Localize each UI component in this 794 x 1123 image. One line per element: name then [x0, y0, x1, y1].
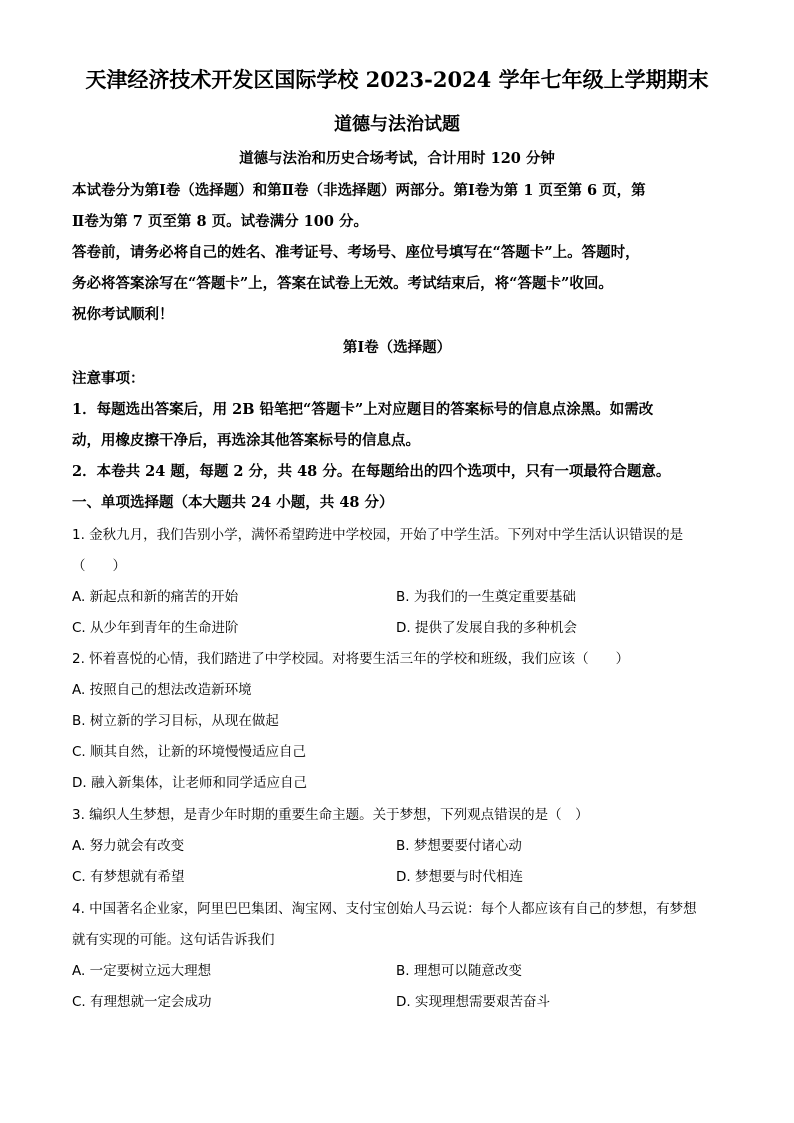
option-d: D. 提供了发展自我的多种机会: [396, 620, 577, 636]
option-d: D. 实现理想需要艰苦奋斗: [396, 994, 550, 1010]
intro-line: Ⅱ卷为第 7 页至第 8 页。试卷满分 100 分。: [72, 213, 368, 230]
option-b: B. 梦想要要付诸心动: [396, 838, 522, 854]
section-heading: 第Ⅰ卷（选择题）: [342, 339, 452, 356]
note-line: 2．本卷共 24 题，每题 2 分，共 48 分。在每题给出的四个选项中，只有一项最符合题意。: [72, 463, 671, 480]
option-d: D. 梦想要与时代相连: [396, 869, 523, 885]
question-stem: 2. 怀着喜悦的心情，我们踏进了中学校园。对将要生活三年的学校和班级，我们应该（ ）: [72, 651, 630, 667]
intro-line: 务必将答案涂写在“答题卡”上，答案在试卷上无效。考试结束后，将“答题卡”收回。: [72, 275, 613, 292]
exam-title: 天津经济技术开发区国际学校 2023-2024 学年七年级上学期期末: [85, 67, 709, 92]
question-stem: （ ）: [72, 558, 126, 574]
option-c: C. 有梦想就有希望: [72, 869, 185, 885]
option-a: A. 新起点和新的痛苦的开始: [72, 589, 239, 605]
option-c: C. 从少年到青年的生命进阶: [72, 620, 239, 636]
note-line: 动，用橡皮擦干净后，再选涂其他答案标号的信息点。: [72, 432, 420, 449]
option-c: C. 顺其自然，让新的环境慢慢适应自己: [72, 744, 307, 760]
part-title: 一、单项选择题（本大题共 24 小题，共 48 分）: [72, 494, 394, 511]
option-a: A. 一定要树立远大理想: [72, 963, 212, 979]
note-line: 1．每题选出答案后，用 2B 铅笔把“答题卡”上对应题目的答案标号的信息点涂黑。如需改: [72, 401, 654, 418]
option-b: B. 为我们的一生奠定重要基础: [396, 589, 576, 605]
intro-line: 本试卷分为第Ⅰ卷（选择题）和第Ⅱ卷（非选择题）两部分。第Ⅰ卷为第 1 页至第 6 页，第: [72, 182, 646, 199]
option-a: A. 按照自己的想法改造新环境: [72, 682, 252, 698]
option-c: C. 有理想就一定会成功: [72, 994, 212, 1010]
option-b: B. 理想可以随意改变: [396, 963, 522, 979]
intro-line: 答卷前，请务必将自己的姓名、准考证号、考场号、座位号填写在“答题卡”上。答题时，: [72, 244, 640, 261]
question-stem: 1. 金秋九月，我们告别小学，满怀希望跨进中学校园，开始了中学生活。下列对中学生活认识错误的是: [72, 527, 684, 543]
option-d: D. 融入新集体，让老师和同学适应自己: [72, 775, 307, 791]
question-stem: 就有实现的可能。这句话告诉我们: [72, 932, 275, 948]
question-stem: 3. 编织人生梦想，是青少年时期的重要生命主题。关于梦想，下列观点错误的是（ ）: [72, 807, 589, 823]
exam-subtitle: 道德与法治试题: [334, 114, 460, 135]
intro-line: 祝你考试顺利！: [72, 306, 174, 323]
option-b: B. 树立新的学习目标，从现在做起: [72, 713, 279, 729]
question-stem: 4. 中国著名企业家，阿里巴巴集团、淘宝网、支付宝创始人马云说：每个人都应该有自己的梦想，有梦想: [72, 901, 697, 917]
option-a: A. 努力就会有改变: [72, 838, 185, 854]
exam-info: 道德与法治和历史合场考试，合计用时 120 分钟: [239, 150, 555, 167]
notes-title: 注意事项：: [72, 370, 145, 387]
